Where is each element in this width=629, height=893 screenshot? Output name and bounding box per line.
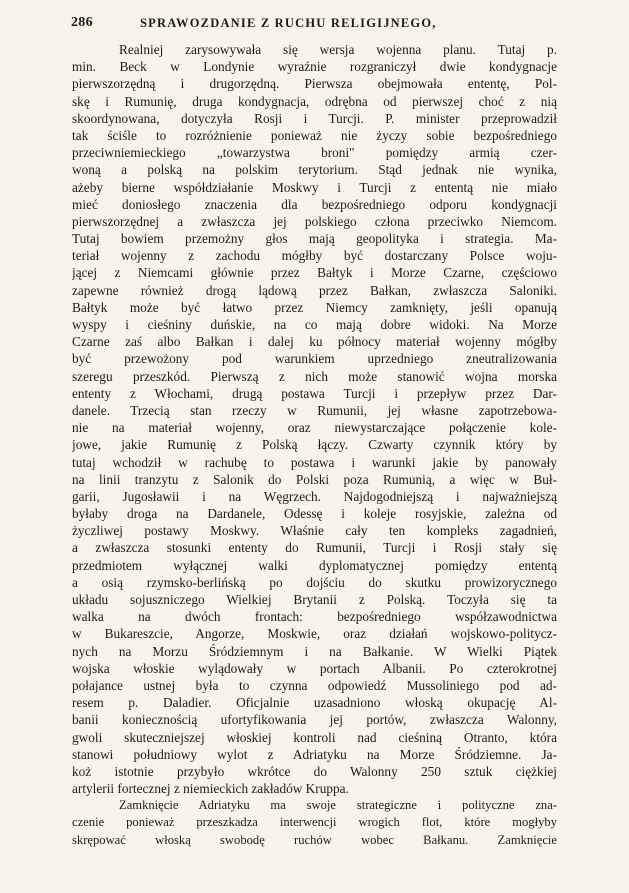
text-line: układu sojuszniczego Wielkiej Brytanii z Polską. Toczyła się ta <box>72 592 557 607</box>
text-line: pierwszorzędną i drugorzędną. Pierwsza obejmowała ententę, Pol- <box>72 76 557 92</box>
text-line: a osią rzymsko-berlińską po dojściu do skutku prowizorycznego <box>72 574 557 590</box>
text-line: tutaj wchodził w rachubę to postawa i warunki jakie by panowały <box>72 454 557 470</box>
text-line: przeciwniemieckiego „towarzystwa broni" pomiędzy armią czer- <box>72 145 557 161</box>
running-title: SPRAWOZDANIE Z RUCHU RELIGIJNEGO, <box>140 16 437 30</box>
text-line: Bałtyk może być łatwo przez Niemcy zamknięty, jeśli opanują <box>72 299 557 315</box>
text-line: a zwłaszcza stosunki ententy do Rumunii, Turcji i Rosji stały się <box>72 540 557 556</box>
text-line: nych na Morzu Śródziemnym i na Bałkanie. W Wielki Piątek <box>72 643 557 659</box>
text-line: życzliwej postawy Moskwy. Właśnie cały ten kompleks zagadnień, <box>72 523 557 539</box>
text-line: ententy z Włochami, drugą postawa Turcji i przepływ przez Dar- <box>72 385 557 401</box>
text-line: przedmiotem wyłącznej walki dyplomatycznej pomiędzy ententą <box>72 557 557 573</box>
text-line: danele. Trzecią stan rzeczy w Rumunii, jej własne zapotrzebowa- <box>72 402 557 418</box>
text-line: teriał wojenny z zachodu mógłby być dostarczany Polsce woju- <box>72 248 557 264</box>
text-line: walka na dwóch frontach: bezpośredniego współzawodnictwa <box>72 609 557 625</box>
text-line: być przewożony pod warunkiem uprzedniego zneutralizowania <box>72 351 557 367</box>
text-line: jowe, jakie Rumunię z Polską łączy. Czwarty czynnik który by <box>72 437 557 453</box>
text-line: mieć doniosłego znaczenia dla bezpośredniego odporu kondygnacji <box>72 196 557 212</box>
text-line: stanowi południowy wylot z Adriatyku na Morze Śródziemne. Ja- <box>72 746 557 762</box>
text-line: wojska włoskie wylądowały w portach Albanii. Po czterokrotnej <box>72 660 557 676</box>
text-line: tak ściśle to rozróżnienie ponieważ nie życzy sobie bezpośredniego <box>72 127 557 143</box>
text-line: na linii tranzytu z Salonik do Polski poza Rumunią, a więc w Buł- <box>72 471 557 487</box>
text-line: skrępować włoską swobodę ruchów wobec Bałkanu. Zamknięcie <box>72 832 557 847</box>
text-line: jącej z Niemcami głównie przez Bałtyk i Morze Czarne, częściowo <box>72 265 557 281</box>
text-line: szeregu przeszkód. Pierwszą z nich może stanowić wojna morska <box>72 368 557 384</box>
text-line: skę i Rumunię, druga kondygnacja, odrębna od pierwszej choć z nią <box>72 93 557 109</box>
text-line: czenie ponieważ przeszkadza interwencji wrogich flot, które mogłyby <box>72 815 557 830</box>
text-line: Realniej zarysowywała się wersja wojenna planu. Tutaj p. <box>119 42 557 57</box>
text-line: byłaby droga na Dardanele, Odessę i koleje rosyjskie, zależna od <box>72 506 557 522</box>
text-line: koż istotnie przybyło wkrótce do Walonny 250 sztuk ciężkiej <box>72 763 557 779</box>
text-line: skoordynowana, dotyczyła Rosji i Turcji. P. minister przeprowadził <box>72 110 557 126</box>
text-line: zapewne również drogą lądową przez Bałkan, zwłaszcza Saloniki. <box>72 282 557 298</box>
text-line: Czarne zaś albo Bałkan i dalej ku północy materiał wojenny mógłby <box>72 334 557 350</box>
text-line: woną a polską na polskim terytorium. Stąd jednak nie wynika, <box>72 162 557 178</box>
text-line: gwoli skuteczniejszej włoskiej kontroli nad cieśniną Otranto, która <box>72 729 557 745</box>
text-line: Zamknięcie Adriatyku ma swoje strategiczne i polityczne zna- <box>119 798 557 813</box>
text-line: ażeby bierne współdziałanie Moskwy i Turcji z ententą nie miało <box>72 179 557 195</box>
text-line: wyspy i cieśniny duńskie, na co mają dobre widoki. Na Morze <box>72 317 557 332</box>
text-line: resem p. Daladier. Oficjalnie uzasadniono włoską okupację Al- <box>72 695 557 711</box>
text-line: Tutaj bowiem przemożny głos mają geopolityka i strategia. Ma- <box>72 231 557 247</box>
text-line: garii, Jugosławii i na Węgrzech. Najdogodniejszą i najważniejszą <box>72 488 557 504</box>
page-header <box>71 15 563 35</box>
text-line: w Bukareszcie, Angorze, Moskwie, oraz działań wojskowo-politycz- <box>72 626 557 642</box>
body-text <box>72 41 557 849</box>
text-line: pierwszorzędnej a zwłaszcza jej polskiego człona przeciwko Niemcom. <box>72 213 557 229</box>
text-line: min. Beck w Londynie wyraźnie rozgraniczył dwie kondygnacje <box>72 59 557 75</box>
text-line: banii koniecznością ufortyfikowania jej portów, zwłaszcza Walonny, <box>72 712 557 728</box>
text-line: artylerii fortecznej z niemieckich zakładów Kruppa. <box>72 781 349 797</box>
text-line: połajance ustnej była to czynna odpowiedź Mussoliniego pod ad- <box>72 677 557 693</box>
page-number: 286 <box>71 15 93 30</box>
text-line: nie na materiał wojenny, oraz niewystarczające połączenie kole- <box>72 420 557 436</box>
